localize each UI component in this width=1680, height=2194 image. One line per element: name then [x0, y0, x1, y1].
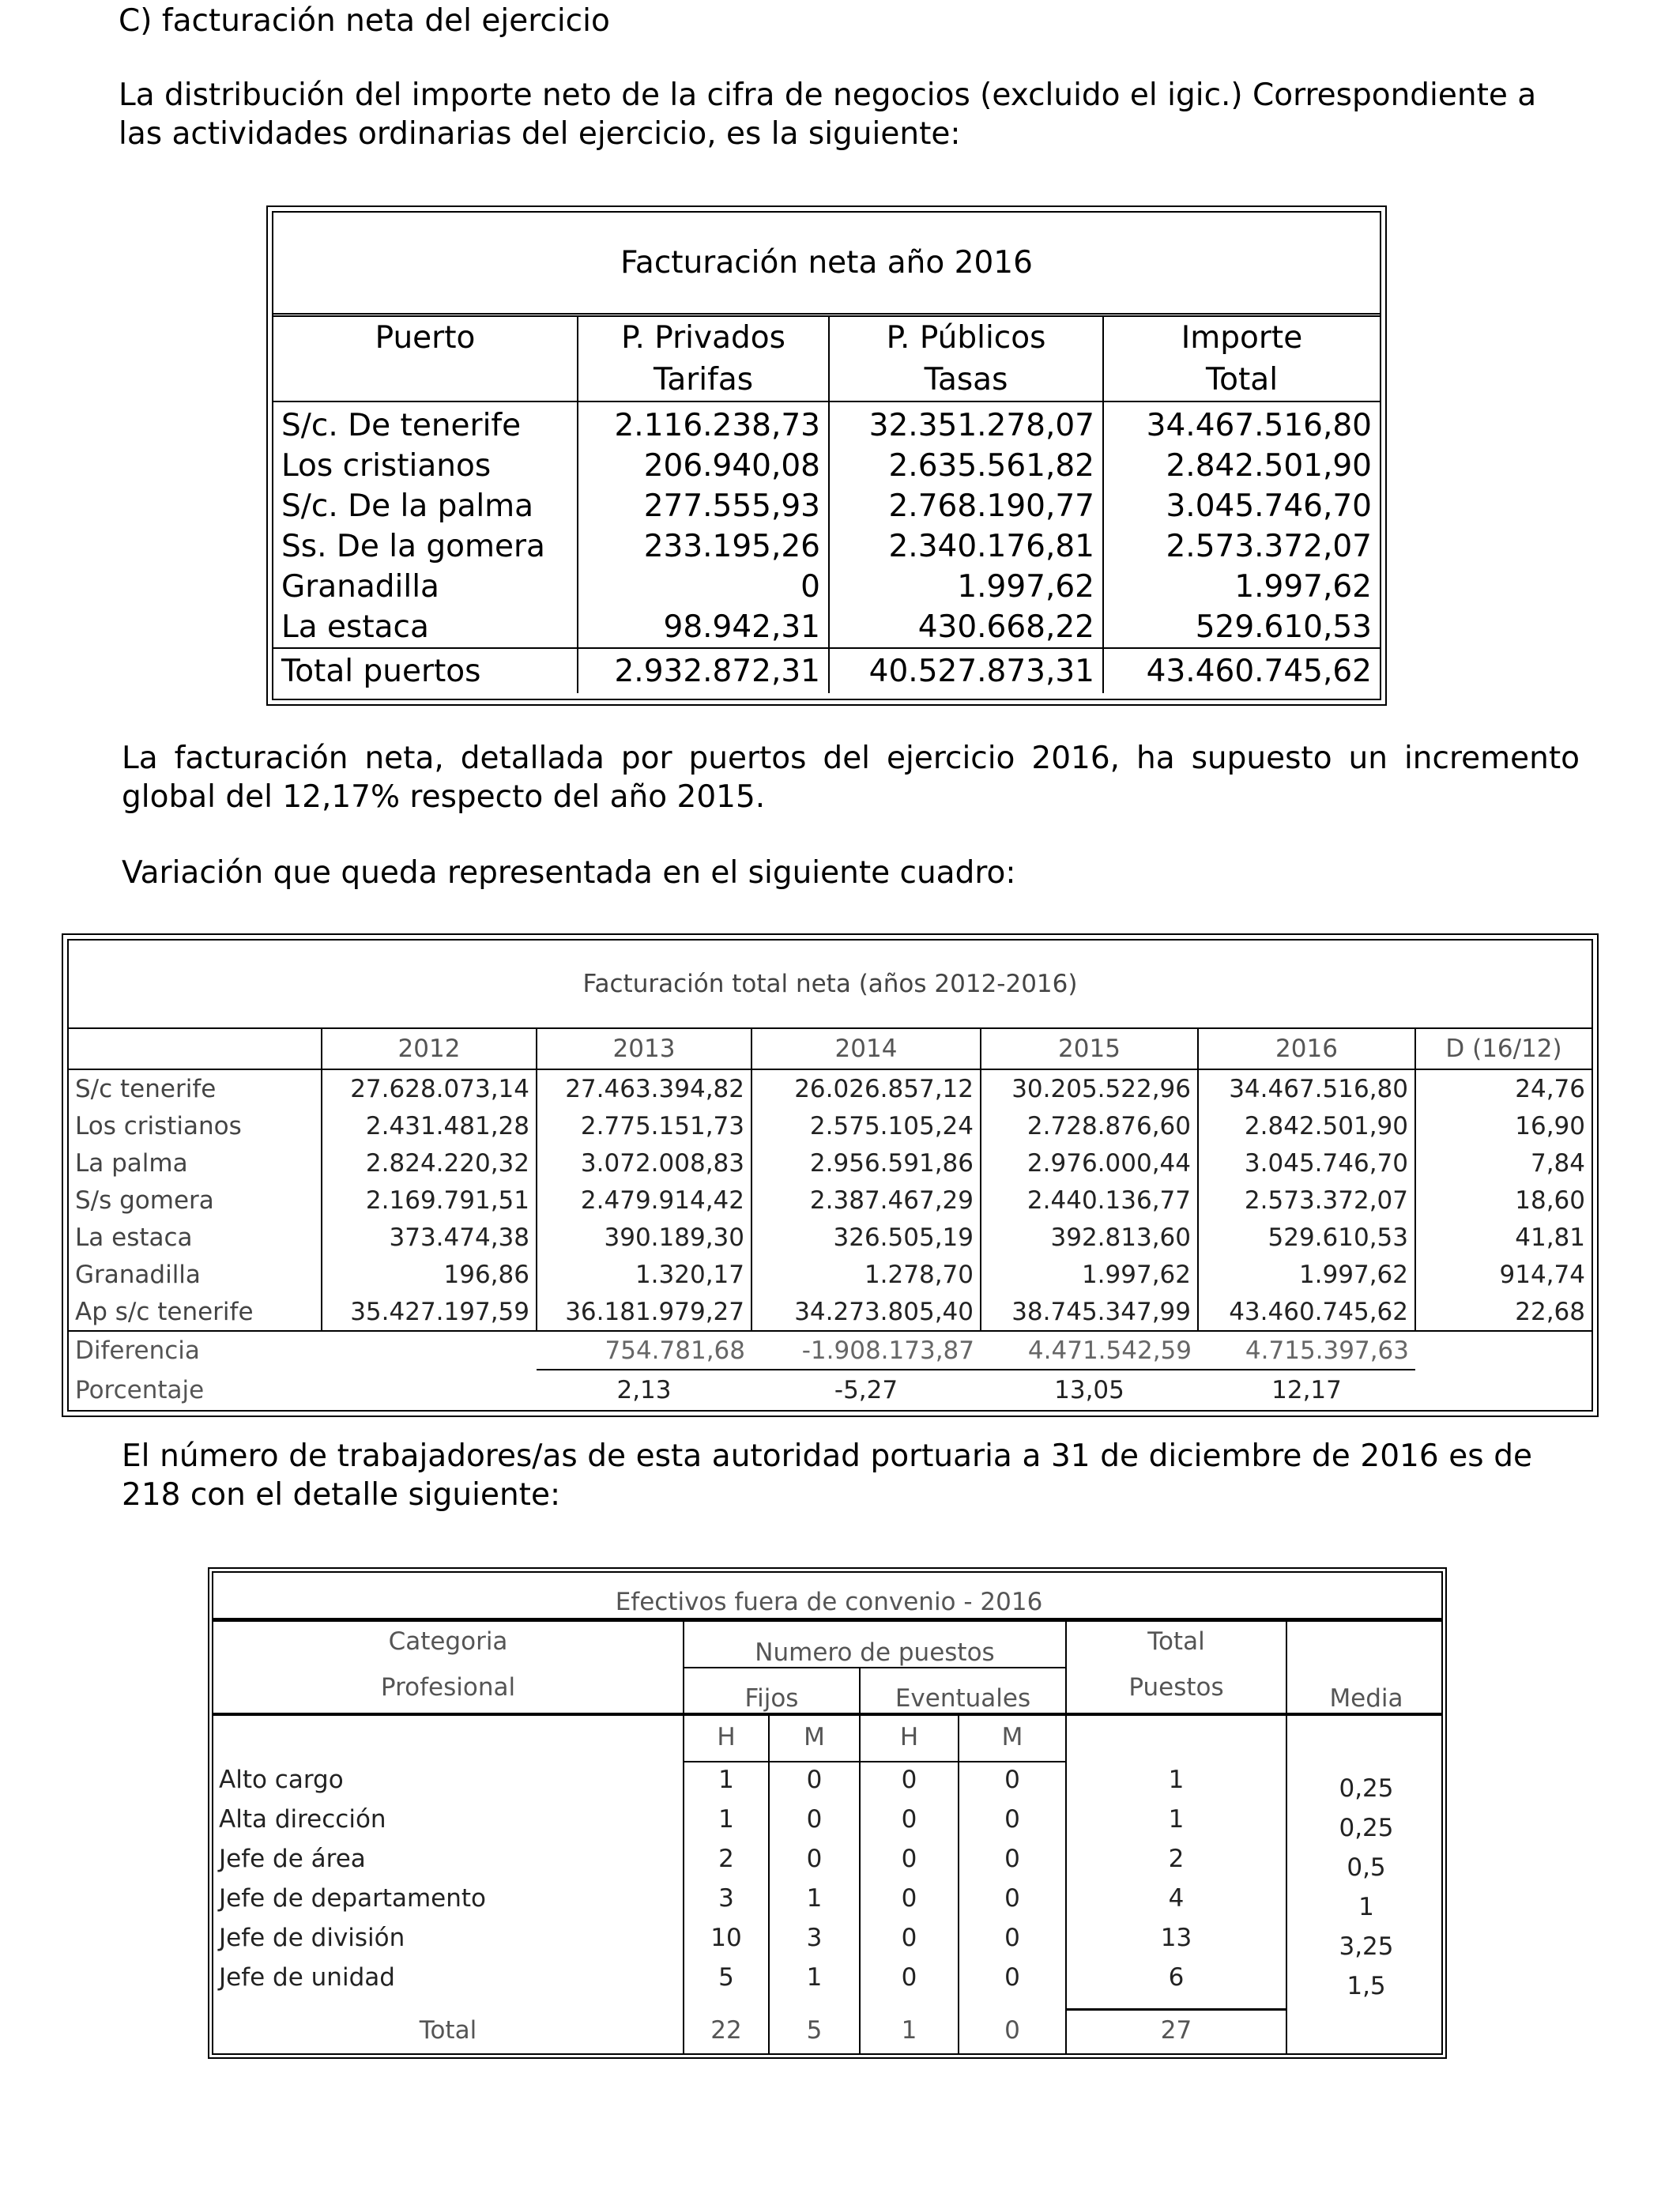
table-title: Efectivos fuera de convenio - 2016 [615, 1588, 1043, 1616]
amount-cell: 1.278,70 [751, 1256, 981, 1293]
category-name: Jefe de unidad [219, 1963, 395, 1992]
count-cell: 0 [806, 1845, 823, 1873]
count-cell: 0 [901, 1766, 917, 1794]
empty-cell [1415, 1370, 1591, 1410]
table-row [69, 1144, 1591, 1182]
total-label: Total puertos [273, 648, 578, 693]
section-heading: C) facturación neta del ejercicio [119, 3, 610, 39]
positions-header: Numero de puestos [755, 1638, 995, 1667]
amount-cell: 26.026.857,12 [751, 1069, 981, 1107]
average-cell: 1,5 [1347, 1972, 1386, 2000]
amount-cell: 34.467.516,80 [1198, 1069, 1415, 1107]
amount-cell: 2.842.501,90 [1198, 1107, 1415, 1144]
count-cell: 0 [901, 1805, 917, 1834]
table-row [273, 607, 1380, 648]
amount-cell: 373.474,38 [322, 1219, 537, 1256]
amount-cell: 36.181.979,27 [537, 1293, 751, 1331]
table-row [273, 526, 1380, 567]
total-value: 27 [1160, 2016, 1192, 2045]
amount-cell: 32.351.278,07 [829, 401, 1103, 446]
table-row [69, 1219, 1591, 1256]
category-name: Jefe de área [219, 1845, 366, 1873]
port-name: Los cristianos [281, 448, 492, 484]
count-cell: 0 [806, 1766, 823, 1794]
table-row [69, 1293, 1591, 1331]
table-title: Facturación neta año 2016 [273, 213, 1380, 315]
staff-table [208, 1567, 1447, 2059]
amount-cell: 27.628.073,14 [322, 1069, 537, 1107]
amount-cell: 27.463.394,82 [537, 1069, 751, 1107]
amount-cell: 24,76 [1415, 1069, 1591, 1107]
category-header: Profesional [380, 1673, 516, 1702]
count-cell: 0 [901, 1924, 917, 1952]
amount-cell: 2.728.876,60 [981, 1107, 1198, 1144]
total-row-label: Total [419, 2016, 477, 2045]
total-value: 22 [710, 2016, 742, 2045]
average-cell: 3,25 [1339, 1932, 1394, 1961]
header-line: Tasas [924, 362, 1008, 398]
total-header: Total [1147, 1627, 1205, 1656]
amount-cell: 2.824.220,32 [322, 1144, 537, 1182]
port-name: Granadilla [75, 1260, 201, 1289]
variation-paragraph: Variación que queda representada en el siguiente cuadro: [122, 855, 1016, 891]
header-line: Puerto [375, 320, 476, 356]
table-row [69, 1069, 1591, 1107]
table-row [273, 486, 1380, 526]
total-cell: 13 [1160, 1924, 1192, 1952]
port-name: S/c. De la palma [281, 488, 534, 524]
amount-cell: 2.387.467,29 [751, 1182, 981, 1219]
amount-cell: 2.573.372,07 [1103, 526, 1380, 567]
header-line: Importe [1181, 320, 1303, 356]
count-cell: 0 [1004, 1845, 1020, 1873]
average-cell: 0,25 [1339, 1814, 1394, 1842]
amount-cell: 2.440.136,77 [981, 1182, 1198, 1219]
amount-cell: 2.116.238,73 [578, 401, 829, 446]
empty-cell [322, 1331, 537, 1370]
count-cell: 1 [806, 1884, 823, 1913]
amount-cell: 914,74 [1415, 1256, 1591, 1293]
amount-cell: 1.320,17 [537, 1256, 751, 1293]
total-amount: 2.932.872,31 [578, 648, 829, 693]
total-header: Puestos [1128, 1673, 1224, 1702]
total-cell: 1 [1168, 1766, 1185, 1794]
port-name: S/c. De tenerife [281, 408, 522, 443]
empty-cell [1415, 1331, 1591, 1370]
count-cell: 0 [901, 1963, 917, 1992]
count-cell: 1 [718, 1805, 734, 1834]
amount-cell: 326.505,19 [751, 1219, 981, 1256]
port-name: Ss. De la gomera [281, 529, 545, 564]
total-cell: 4 [1168, 1884, 1185, 1913]
count-cell: 0 [1004, 1884, 1020, 1913]
amount-cell: 30.205.522,96 [981, 1069, 1198, 1107]
header-line: P. Privados [621, 320, 785, 356]
amount-cell: 0 [578, 567, 829, 607]
amount-cell: 529.610,53 [1198, 1219, 1415, 1256]
table-row [273, 401, 1380, 446]
percentage-value: 13,05 [1054, 1376, 1124, 1404]
amount-cell: 2.340.176,81 [829, 526, 1103, 567]
amount-cell: 233.195,26 [578, 526, 829, 567]
amount-cell: 35.427.197,59 [322, 1293, 537, 1331]
percentage-row [69, 1370, 1591, 1410]
total-amount: 43.460.745,62 [1103, 648, 1380, 693]
port-name: La estaca [75, 1223, 193, 1252]
category-name: Jefe de división [219, 1924, 405, 1952]
amount-cell: 206.940,08 [578, 446, 829, 486]
total-value: 1 [901, 2016, 917, 2045]
difference-value: -1.908.173,87 [751, 1331, 981, 1370]
category-header: Categoria [388, 1627, 508, 1656]
hm-header: H [899, 1723, 919, 1751]
row-label: Diferencia [75, 1336, 200, 1365]
amount-cell: 3.045.746,70 [1103, 486, 1380, 526]
difference-value: 4.715.397,63 [1198, 1331, 1415, 1370]
category-name: Alto cargo [219, 1766, 344, 1794]
amount-cell: 196,86 [322, 1256, 537, 1293]
count-cell: 0 [1004, 1924, 1020, 1952]
count-cell: 3 [806, 1924, 823, 1952]
difference-row [69, 1331, 1591, 1370]
percentage-value: -5,27 [834, 1376, 898, 1404]
total-cell: 6 [1168, 1963, 1185, 1992]
average-cell: 0,5 [1347, 1853, 1386, 1882]
amount-cell: 390.189,30 [537, 1219, 751, 1256]
amount-cell: 1.997,62 [1103, 567, 1380, 607]
amount-cell: 34.273.805,40 [751, 1293, 981, 1331]
amount-cell: 3.072.008,83 [537, 1144, 751, 1182]
amount-cell: 34.467.516,80 [1103, 401, 1380, 446]
column-header [829, 315, 1103, 402]
amount-cell: 392.813,60 [981, 1219, 1198, 1256]
amount-cell: 2.775.151,73 [537, 1107, 751, 1144]
percentage-value: 12,17 [1271, 1376, 1342, 1404]
amount-cell: 41,81 [1415, 1219, 1591, 1256]
count-cell: 0 [1004, 1963, 1020, 1992]
count-cell: 0 [901, 1845, 917, 1873]
total-amount: 40.527.873,31 [829, 648, 1103, 693]
total-row [273, 648, 1380, 693]
column-header [273, 315, 578, 402]
year-header: 2012 [322, 1028, 537, 1069]
count-cell: 0 [901, 1884, 917, 1913]
amount-cell: 2.573.372,07 [1198, 1182, 1415, 1219]
average-cell: 0,25 [1339, 1774, 1394, 1803]
amount-cell: 2.768.190,77 [829, 486, 1103, 526]
empty-header [69, 1028, 322, 1069]
table-row [69, 1256, 1591, 1293]
column-header [578, 315, 829, 402]
year-header: 2015 [981, 1028, 1198, 1069]
amount-cell: 2.976.000,44 [981, 1144, 1198, 1182]
amount-cell: 2.842.501,90 [1103, 446, 1380, 486]
average-header: Media [1329, 1684, 1403, 1713]
count-cell: 5 [718, 1963, 734, 1992]
growth-paragraph: La facturación neta, detallada por puertos del ejercicio 2016, ha supuesto un incremento global del 12,17% respecto del año 2015. [122, 741, 1580, 815]
amount-cell: 2.575.105,24 [751, 1107, 981, 1144]
amount-cell: 7,84 [1415, 1144, 1591, 1182]
intro-paragraph: La distribución del importe neto de la cifra de negocios (excluido el igic.) Correspondiente a las actividades ordinarias del ejercicio, es la siguiente: [119, 77, 1537, 152]
amount-cell: 1.997,62 [1198, 1256, 1415, 1293]
port-name: Ap s/c tenerife [69, 1293, 322, 1331]
net-billing-2012-2016-table [62, 933, 1599, 1417]
port-name: Granadilla [281, 569, 439, 605]
hm-header: M [1001, 1723, 1023, 1751]
column-header [1103, 315, 1380, 402]
port-name: S/c tenerife [75, 1074, 217, 1103]
amount-cell: 98.942,31 [578, 607, 829, 648]
amount-cell: 18,60 [1415, 1182, 1591, 1219]
category-name: Alta dirección [219, 1805, 386, 1834]
amount-cell: 2.479.914,42 [537, 1182, 751, 1219]
total-value: 5 [806, 2016, 823, 2045]
amount-cell: 277.555,93 [578, 486, 829, 526]
table-row [69, 1182, 1591, 1219]
difference-value: 754.781,68 [537, 1331, 751, 1370]
empty-cell [322, 1370, 537, 1410]
amount-cell: 529.610,53 [1103, 607, 1380, 648]
count-cell: 10 [710, 1924, 742, 1952]
net-billing-2016-table [266, 205, 1387, 706]
average-cell: 1 [1358, 1893, 1374, 1921]
amount-cell: 1.997,62 [829, 567, 1103, 607]
table-row [69, 1107, 1591, 1144]
year-header: D (16/12) [1415, 1028, 1591, 1069]
port-name: La estaca [281, 609, 429, 645]
total-value: 0 [1004, 2016, 1020, 2045]
amount-cell: 3.045.746,70 [1198, 1144, 1415, 1182]
amount-cell: 43.460.745,62 [1198, 1293, 1415, 1331]
header-line: Total [1205, 362, 1279, 398]
temporary-header: Eventuales [895, 1684, 1031, 1713]
workers-paragraph: El número de trabajadores/as de esta autoridad portuaria a 31 de diciembre de 2016 es de 218 con el detalle siguiente: [122, 1438, 1532, 1513]
hm-header: M [804, 1723, 825, 1751]
amount-cell: 1.997,62 [981, 1256, 1198, 1293]
year-header: 2014 [751, 1028, 981, 1069]
count-cell: 1 [806, 1963, 823, 1992]
header-line [281, 359, 569, 401]
count-cell: 3 [718, 1884, 734, 1913]
year-header: 2013 [537, 1028, 751, 1069]
amount-cell: 2.169.791,51 [322, 1182, 537, 1219]
amount-cell: 22,68 [1415, 1293, 1591, 1331]
total-cell: 2 [1168, 1845, 1185, 1873]
port-name: Los cristianos [75, 1111, 242, 1140]
table-title: Facturación total neta (años 2012-2016) [69, 941, 1591, 1028]
count-cell: 2 [718, 1845, 734, 1873]
port-name: La palma [75, 1148, 188, 1178]
total-cell: 1 [1168, 1805, 1185, 1834]
amount-cell: 16,90 [1415, 1107, 1591, 1144]
port-name: S/s gomera [75, 1186, 214, 1215]
count-cell: 0 [806, 1805, 823, 1834]
count-cell: 1 [718, 1766, 734, 1794]
count-cell: 0 [1004, 1766, 1020, 1794]
category-name: Jefe de departamento [219, 1884, 487, 1913]
amount-cell: 430.668,22 [829, 607, 1103, 648]
amount-cell: 2.431.481,28 [322, 1107, 537, 1144]
count-cell: 0 [1004, 1805, 1020, 1834]
table-row [273, 446, 1380, 486]
table-row [273, 567, 1380, 607]
hm-header: H [717, 1723, 736, 1751]
amount-cell: 2.956.591,86 [751, 1144, 981, 1182]
amount-cell: 38.745.347,99 [981, 1293, 1198, 1331]
header-line: P. Públicos [886, 320, 1046, 356]
difference-value: 4.471.542,59 [981, 1331, 1198, 1370]
header-line: Tarifas [653, 362, 754, 398]
fixed-header: Fijos [744, 1684, 799, 1713]
row-label: Porcentaje [75, 1375, 205, 1404]
percentage-value: 2,13 [616, 1376, 672, 1404]
amount-cell: 2.635.561,82 [829, 446, 1103, 486]
year-header: 2016 [1198, 1028, 1415, 1069]
